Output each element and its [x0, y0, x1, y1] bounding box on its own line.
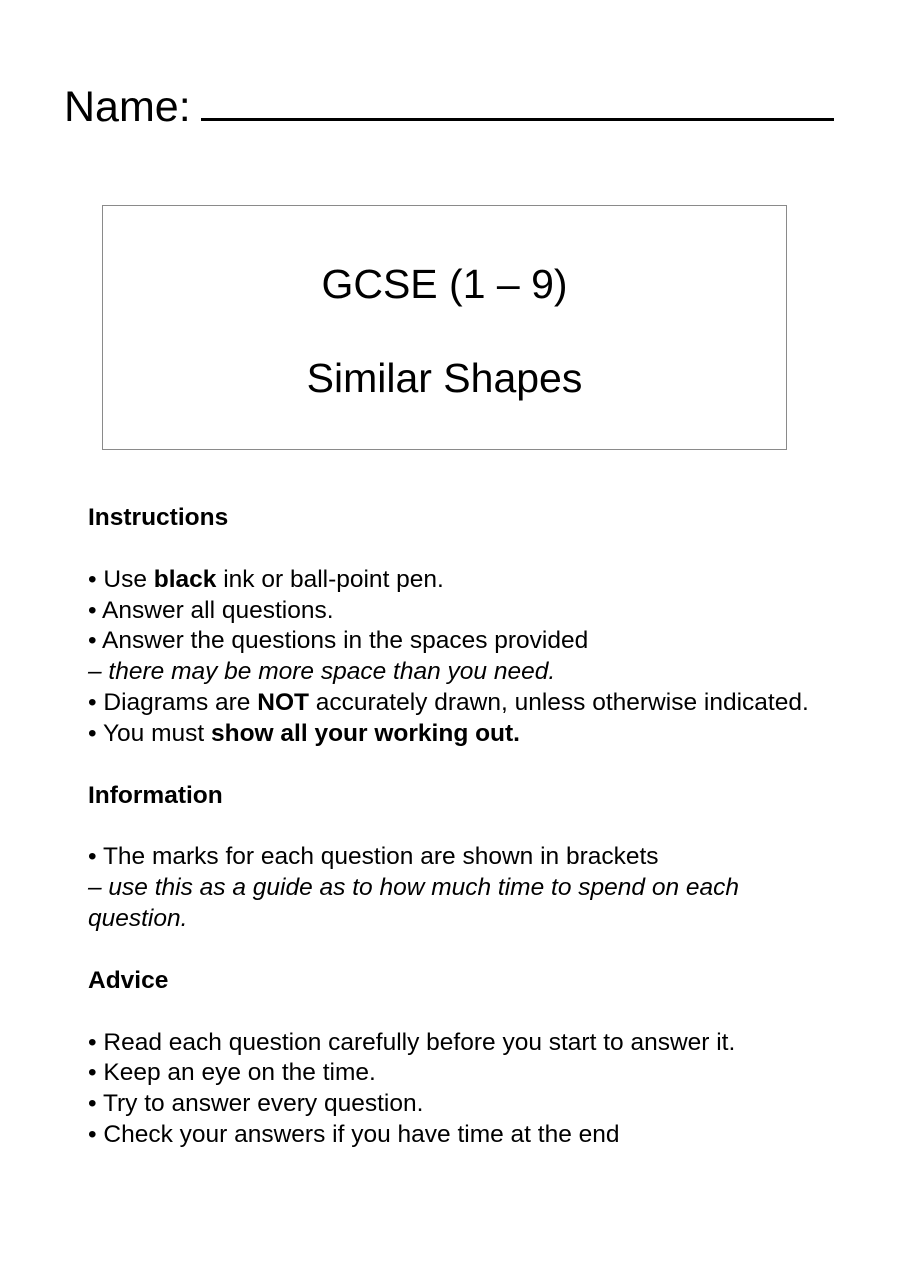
information-item: • The marks for each question are shown in brackets [88, 843, 659, 871]
advice-item: • Try to answer every question. [88, 1090, 424, 1118]
name-write-line[interactable] [201, 74, 834, 121]
advice-item: • Keep an eye on the time. [88, 1059, 376, 1087]
instruction-item: • You must show all your working out. [88, 719, 520, 747]
instruction-item: • Answer the questions in the spaces provided [88, 627, 589, 655]
advice-heading: Advice [88, 966, 169, 994]
instructions-heading: Instructions [88, 504, 229, 531]
advice-item: • Read each question carefully before you start to answer it. [88, 1028, 736, 1056]
topic-title: Similar Shapes [306, 355, 583, 401]
name-field-row [64, 74, 834, 135]
exam-level-title: GCSE (1 – 9) [321, 261, 568, 307]
information-item-continuation: – use this as a guide as to how much time to spend on each question. [88, 874, 740, 932]
advice-item: • Check your answers if you have time at the end [88, 1120, 620, 1148]
instruction-item: • Use black ink or ball-point pen. [88, 565, 444, 593]
instruction-item: • Answer all questions. [88, 596, 334, 624]
instruction-item: • Diagrams are NOT accurately drawn, unless otherwise indicated. [88, 688, 809, 716]
title-box [102, 205, 787, 450]
information-heading: Information [88, 781, 223, 809]
front-page-content [88, 503, 828, 1151]
instruction-item-continuation: – there may be more space than you need. [88, 658, 556, 686]
name-label: Name: [64, 83, 191, 131]
